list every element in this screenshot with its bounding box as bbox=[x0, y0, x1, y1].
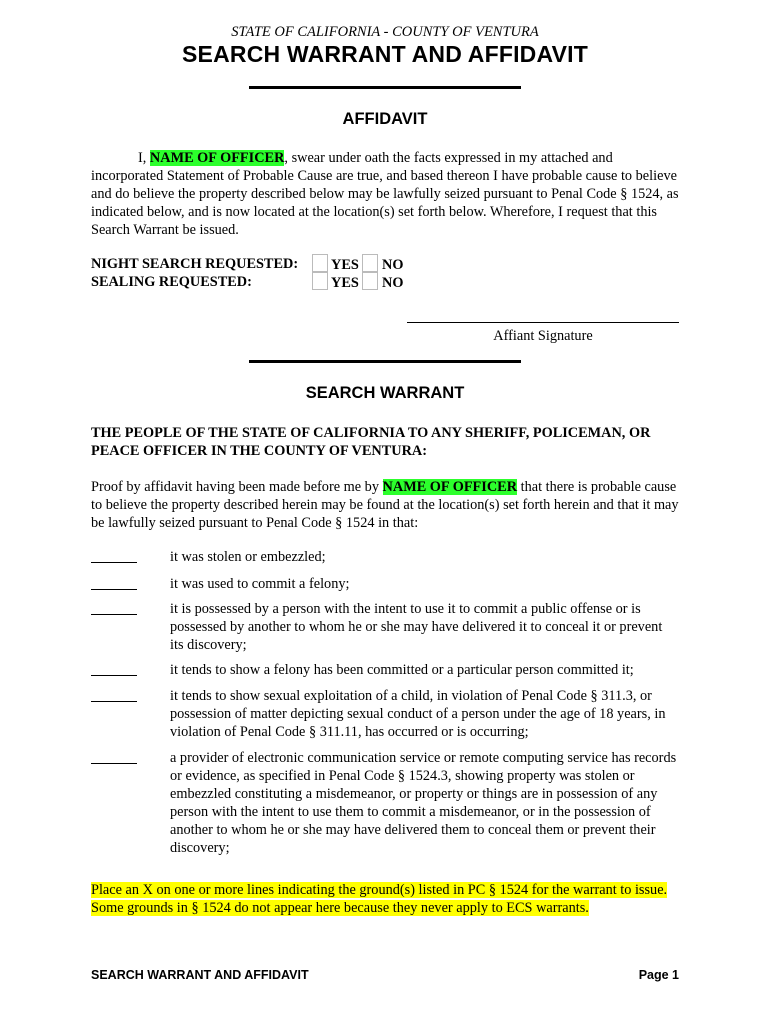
sealing-no-label: NO bbox=[382, 275, 404, 291]
search-warrant-heading: SEARCH WARRANT bbox=[305, 384, 465, 402]
night-search-label: NIGHT SEARCH REQUESTED: bbox=[91, 256, 299, 272]
sealing-yes-label: YES bbox=[331, 275, 359, 291]
affidavit-officer-name-field[interactable]: NAME OF OFFICER bbox=[149, 150, 285, 166]
affiant-signature-label: Affiant Signature bbox=[493, 328, 593, 344]
ground-blank-6[interactable] bbox=[91, 749, 137, 764]
ground-blank-2[interactable] bbox=[91, 575, 137, 590]
warrant-officer-name-field[interactable]: NAME OF OFFICER bbox=[382, 479, 518, 495]
night-search-options bbox=[312, 254, 403, 274]
state-county-header: STATE OF CALIFORNIA - COUNTY OF VENTURA bbox=[231, 24, 539, 40]
section-divider bbox=[249, 360, 521, 363]
proof-paragraph bbox=[91, 478, 681, 532]
ground-text-6: a provider of electronic communication service or remote computing service has records or evidence, as specified in Penal Code § 1524.3, showing property was stolen or embezzled constituting a misdemeanor, or property or things are in possession of any person with the intent to use them to commit a misdemeanor, or in the possession of another to whom he or she may have delivered them to conceal them or prevent their discovery; bbox=[170, 750, 677, 856]
night-search-yes-checkbox[interactable] bbox=[312, 254, 328, 272]
warrant-address: THE PEOPLE OF THE STATE OF CALIFORNIA TO ANY SHERIFF, POLICEMAN, OR PEACE OFFICER IN THE COUNTY OF VENTURA: bbox=[91, 425, 651, 459]
affidavit-intro-pre: I, bbox=[138, 150, 150, 166]
sealing-label: SEALING REQUESTED: bbox=[91, 274, 252, 290]
ground-blank-3[interactable] bbox=[91, 600, 137, 615]
sealing-no-checkbox[interactable] bbox=[362, 272, 378, 290]
affidavit-paragraph bbox=[91, 149, 681, 239]
ground-instruction bbox=[91, 881, 681, 917]
title-divider bbox=[249, 86, 521, 89]
night-search-no-label: NO bbox=[382, 257, 404, 273]
affidavit-heading: AFFIDAVIT bbox=[342, 110, 428, 128]
ground-blank-4[interactable] bbox=[91, 661, 137, 676]
night-search-no-checkbox[interactable] bbox=[362, 254, 378, 272]
ground-blank-1[interactable] bbox=[91, 548, 137, 563]
footer-page-number: Page 1 bbox=[638, 968, 679, 982]
ground-instruction-text: Place an X on one or more lines indicating the ground(s) listed in PC § 1524 for the warrant to issue. Some grounds in § 1524 do not appear here because they never apply to ECS warrants. bbox=[91, 882, 668, 916]
document-title: SEARCH WARRANT AND AFFIDAVIT bbox=[182, 41, 588, 67]
sealing-yes-checkbox[interactable] bbox=[312, 272, 328, 290]
ground-text-2: it was used to commit a felony; bbox=[170, 576, 350, 592]
ground-text-3: it is possessed by a person with the intent to use it to commit a public offense or is possessed by another to whom he or she may have delivered it to conceal it or prevent its discovery; bbox=[170, 601, 663, 653]
ground-text-1: it was stolen or embezzled; bbox=[170, 549, 326, 565]
proof-pre: Proof by affidavit having been made before me by bbox=[91, 479, 383, 495]
sealing-options bbox=[312, 272, 403, 292]
ground-text-4: it tends to show a felony has been committed or a particular person committed it; bbox=[170, 662, 634, 678]
proof-post: that there is probable cause to believe the property described herein may be found at the location(s) set forth herein and that it may be lawfully seized pursuant to Penal Code § 1524 in that: bbox=[91, 479, 679, 531]
ground-text-5: it tends to show sexual exploitation of a child, in violation of Penal Code § 311.3, or possession of matter depicting sexual conduct of a person under the age of 18 years, in violation of Penal Code § 311.11, has occurred or is occurring; bbox=[170, 688, 666, 740]
affiant-signature-line[interactable] bbox=[407, 322, 679, 323]
footer-title: SEARCH WARRANT AND AFFIDAVIT bbox=[91, 968, 309, 982]
night-search-yes-label: YES bbox=[331, 257, 359, 273]
ground-blank-5[interactable] bbox=[91, 687, 137, 702]
affidavit-intro-post: , swear under oath the facts expressed in my attached and incorporated Statement of Probable Cause are true, and based thereon I have probable cause to believe and do believe the property described below may be lawfully seized pursuant to Penal Code § 1524, as indicated below, and is now located at the location(s) set forth below. Wherefore, I request that this Search Warrant be issued. bbox=[91, 150, 679, 238]
